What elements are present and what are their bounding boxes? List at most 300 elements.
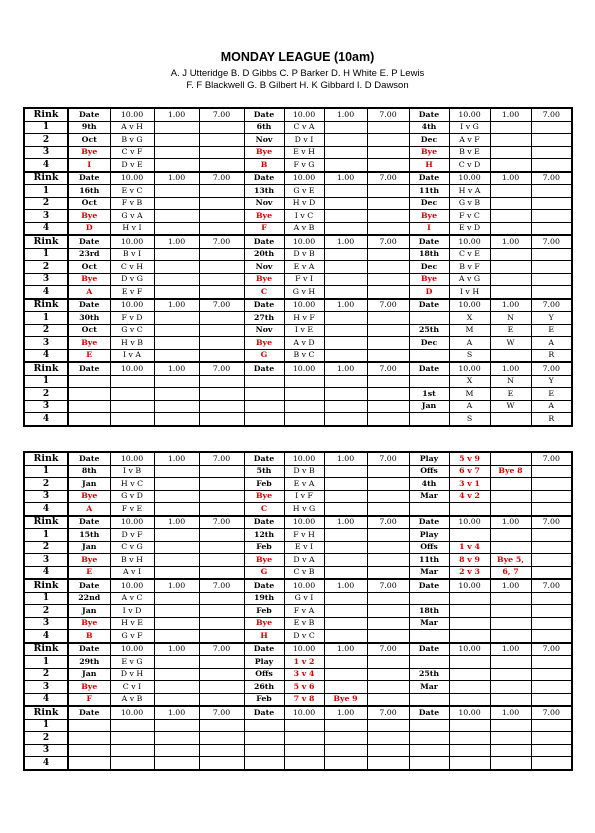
schedule-cell: 4th [409,478,449,491]
schedule-cell: C [244,503,284,516]
header-cell: Date [244,452,284,465]
schedule-cell: G [244,349,284,362]
schedule-cell: Bye [409,146,449,159]
schedule-cell [531,210,572,223]
schedule-cell [154,478,199,491]
schedule-cell [409,592,449,605]
schedule-cell: I v H [449,286,490,299]
schedule-cell: E [531,388,572,401]
schedule-cell: Bye [68,146,110,159]
schedule-cell [449,732,490,745]
schedule-cell: I v A [110,349,154,362]
schedule-cell [199,159,244,172]
schedule-cell [531,273,572,286]
header-cell: Rink [24,108,68,121]
rink-number: 4 [24,413,68,426]
header-cell: Date [68,235,110,248]
schedule-cell [490,592,531,605]
schedule-cell: H [244,630,284,643]
schedule-cell [199,121,244,134]
schedule-cell: E v D [449,222,490,235]
schedule-cell [154,197,199,210]
schedule-cell [154,185,199,198]
schedule-cell [199,413,244,426]
schedule-cell [199,529,244,542]
schedule-cell [154,656,199,669]
schedule-cell [324,134,367,147]
schedule-cell: A v G [449,273,490,286]
schedule-cell: Dec [409,134,449,147]
schedule-cell [367,592,409,605]
rink-number: 3 [24,681,68,694]
schedule-cell [324,490,367,503]
schedule-cell [324,465,367,478]
schedule-cell: 6th [244,121,284,134]
header-cell: Date [244,299,284,312]
rink-number: 4 [24,349,68,362]
schedule-cell [324,656,367,669]
schedule-cell: Jan [68,541,110,554]
schedule-cell: A v B [284,222,324,235]
schedule-cell [490,656,531,669]
schedule-cell: X [449,375,490,388]
rink-number: 1 [24,185,68,198]
schedule-cell [110,400,154,413]
header-cell: 1.00 [154,108,199,121]
schedule-cell [490,478,531,491]
rink-number: 4 [24,693,68,706]
schedule-cell: W [490,337,531,350]
schedule-cell: C v I [110,681,154,694]
schedule-cell: 23rd [68,248,110,261]
schedule-cell: 2 v 3 [449,566,490,579]
schedule-cell [409,656,449,669]
schedule-cell [154,159,199,172]
schedule-cell [324,719,367,732]
schedule-cell: F v B [110,197,154,210]
schedule-cell [154,719,199,732]
schedule-cell: Bye [68,554,110,567]
schedule-cell [367,503,409,516]
schedule-cell [110,413,154,426]
schedule-cell: 1 v 2 [284,656,324,669]
schedule-cell: 18th [409,248,449,261]
schedule-cell [324,413,367,426]
header-cell: 7.00 [531,579,572,592]
schedule-cell [490,719,531,732]
schedule-cell: A [531,337,572,350]
schedule-cell [367,668,409,681]
schedule-cell: A v F [449,134,490,147]
schedule-cell: E v G [110,656,154,669]
schedule-cell [367,566,409,579]
schedule-cell [449,605,490,618]
header-cell: 1.00 [154,706,199,719]
rink-number: 4 [24,630,68,643]
schedule-cell: 3 v 1 [449,478,490,491]
schedule-cell [324,159,367,172]
schedule-cell: F v H [284,529,324,542]
schedule-cell: D v C [284,630,324,643]
header-cell: 10.00 [110,643,154,656]
schedule-cell [490,286,531,299]
schedule-cell [284,732,324,745]
rink-number: 3 [24,617,68,630]
schedule-cell [199,388,244,401]
rink-number: 4 [24,159,68,172]
schedule-cell [199,134,244,147]
header-cell: Rink [24,172,68,185]
schedule-cell: R [531,413,572,426]
header-cell: Date [244,516,284,529]
header-cell: 10.00 [449,108,490,121]
header-cell: 10.00 [284,579,324,592]
schedule-cell [154,605,199,618]
rink-number: 4 [24,222,68,235]
schedule-cell [531,261,572,274]
schedule-cell: G v D [110,490,154,503]
rink-number: 1 [24,248,68,261]
schedule-cell [367,744,409,757]
schedule-cell [367,286,409,299]
header-cell: 1.00 [324,235,367,248]
schedule-cell [154,337,199,350]
schedule-cell [367,757,409,770]
header-cell: Date [68,452,110,465]
rink-number: 3 [24,490,68,503]
schedule-cell [531,744,572,757]
schedule-cell: I v B [110,465,154,478]
header-cell: 1.00 [154,172,199,185]
schedule-cell [324,261,367,274]
schedule-cell: Mar [409,681,449,694]
header-cell: 10.00 [110,108,154,121]
schedule-cell [449,693,490,706]
schedule-cell: G v B [449,197,490,210]
schedule-cell: E v I [284,541,324,554]
header-cell: 1.00 [324,452,367,465]
schedule-cell: Bye 8 [490,465,531,478]
schedule-cell [324,337,367,350]
header-cell: Date [244,362,284,375]
header-cell: 7.00 [531,516,572,529]
schedule-cell: Bye [244,273,284,286]
schedule-cell [324,248,367,261]
schedule-cell: B v C [284,349,324,362]
schedule-cell [154,732,199,745]
schedule-cell: Oct [68,197,110,210]
header-cell: 1.00 [324,299,367,312]
schedule-cell [367,554,409,567]
schedule-cell: B [244,159,284,172]
header-cell: 10.00 [110,516,154,529]
schedule-cell [199,146,244,159]
schedule-cell [367,375,409,388]
schedule-cell [284,744,324,757]
schedule-cell: C v E [449,248,490,261]
schedule-cell [367,529,409,542]
schedule-cell [154,592,199,605]
schedule-cell [531,121,572,134]
schedule-cell [531,693,572,706]
schedule-cell: C v H [110,261,154,274]
schedule-cell: E [531,324,572,337]
schedule-cell: Dec [409,197,449,210]
schedule-cell [367,490,409,503]
schedule-cell [324,668,367,681]
header-cell: 1.00 [154,643,199,656]
schedule-cell: C v A [284,121,324,134]
schedule-cell: A v B [110,693,154,706]
schedule-cell [154,744,199,757]
schedule-cell [324,375,367,388]
schedule-cell: A [449,400,490,413]
rink-number: 4 [24,503,68,516]
schedule-cell [244,388,284,401]
schedule-cell: C [244,286,284,299]
schedule-cell [154,324,199,337]
schedule-cell [110,744,154,757]
header-cell: 1.00 [324,516,367,529]
schedule-cell: A [68,286,110,299]
schedule-cell: 1 v 4 [449,541,490,554]
schedule-cell [531,222,572,235]
schedule-cell [199,349,244,362]
header-cell: Rink [24,579,68,592]
schedule-cell: Offs [409,465,449,478]
header-cell: 1.00 [490,516,531,529]
schedule-cell [367,605,409,618]
schedule-cell [490,197,531,210]
schedule-cell [199,210,244,223]
header-cell: Date [244,108,284,121]
schedule-cell: H v A [449,185,490,198]
schedule-table-1 [23,107,573,427]
schedule-cell: Bye [68,490,110,503]
header-cell: Date [244,172,284,185]
schedule-cell: F v C [449,210,490,223]
schedule-cell: H v C [110,478,154,491]
header-cell: 10.00 [110,172,154,185]
rink-number: 3 [24,554,68,567]
schedule-cell: 18th [409,605,449,618]
header-cell: 7.00 [199,643,244,656]
schedule-cell: D v A [284,554,324,567]
rink-number: 1 [24,656,68,669]
schedule-cell [324,286,367,299]
schedule-cell [490,757,531,770]
schedule-cell [284,757,324,770]
schedule-cell [367,719,409,732]
schedule-cell [531,159,572,172]
schedule-cell: X [449,312,490,325]
rink-number: 4 [24,286,68,299]
schedule-cell: G [244,566,284,579]
schedule-cell [409,744,449,757]
schedule-cell [324,744,367,757]
header-cell: 7.00 [531,643,572,656]
schedule-cell [324,630,367,643]
header-cell: 7.00 [199,172,244,185]
schedule-cell [531,134,572,147]
rink-number: 2 [24,261,68,274]
schedule-cell: Nov [244,324,284,337]
schedule-cell [324,222,367,235]
schedule-cell: Y [531,375,572,388]
schedule-cell [531,630,572,643]
schedule-cell [199,197,244,210]
schedule-cell [324,146,367,159]
header-cell: 7.00 [531,172,572,185]
header-cell: 7.00 [367,172,409,185]
schedule-cell [284,413,324,426]
schedule-cell [531,478,572,491]
header-cell: 10.00 [449,706,490,719]
schedule-cell [531,541,572,554]
header-cell: 1.00 [490,172,531,185]
schedule-cell: 4th [409,121,449,134]
header-cell: 1.00 [154,362,199,375]
schedule-cell [199,478,244,491]
schedule-cell: Jan [68,668,110,681]
schedule-cell [199,630,244,643]
header-cell: Date [409,516,449,529]
schedule-cell [531,490,572,503]
schedule-cell [199,286,244,299]
schedule-cell [490,617,531,630]
schedule-cell [154,503,199,516]
schedule-cell: I [409,222,449,235]
schedule-cell: H v E [110,617,154,630]
schedule-cell: A v D [284,337,324,350]
header-cell: 1.00 [490,108,531,121]
schedule-cell [531,554,572,567]
schedule-cell: Offs [409,541,449,554]
header-cell: 1.00 [154,299,199,312]
schedule-cell: E v B [284,617,324,630]
header-cell: 1.00 [490,362,531,375]
schedule-cell [324,197,367,210]
schedule-cell [244,413,284,426]
schedule-cell [324,349,367,362]
schedule-cell: D v H [110,668,154,681]
header-cell: 1.00 [154,579,199,592]
schedule-cell [154,630,199,643]
rink-number: 2 [24,541,68,554]
schedule-cell [244,719,284,732]
schedule-cell: A [68,503,110,516]
header-cell: 7.00 [199,579,244,592]
schedule-cell [154,248,199,261]
schedule-cell: Jan [409,400,449,413]
schedule-cell [367,324,409,337]
schedule-cell: 7 v 8 [284,693,324,706]
schedule-cell [199,222,244,235]
schedule-cell [154,668,199,681]
schedule-cell [490,134,531,147]
schedule-cell: G v F [110,630,154,643]
schedule-table-2 [23,451,573,771]
header-cell: 10.00 [110,299,154,312]
schedule-cell: 4 v 2 [449,490,490,503]
schedule-cell: C v B [284,566,324,579]
header-cell: 1.00 [154,452,199,465]
header-cell: 7.00 [199,706,244,719]
schedule-cell [367,312,409,325]
header-cell: 10.00 [449,643,490,656]
schedule-cell [367,400,409,413]
schedule-cell [490,605,531,618]
header-cell: 7.00 [199,235,244,248]
schedule-cell: B v I [110,248,154,261]
header-cell: 7.00 [367,579,409,592]
header-cell: 1.00 [324,362,367,375]
schedule-cell [199,566,244,579]
schedule-cell [490,248,531,261]
header-cell: Date [409,235,449,248]
schedule-cell [154,312,199,325]
header-cell: Date [68,706,110,719]
schedule-cell [409,413,449,426]
header-cell: 1.00 [324,643,367,656]
schedule-cell: F [244,222,284,235]
page-title: MONDAY LEAGUE (10am) [220,50,375,64]
schedule-cell [110,732,154,745]
rink-number: 1 [24,312,68,325]
schedule-cell [68,375,110,388]
schedule-cell: Y [531,312,572,325]
schedule-cell: Mar [409,617,449,630]
schedule-cell [68,719,110,732]
schedule-cell [324,554,367,567]
schedule-cell [154,134,199,147]
schedule-cell [449,668,490,681]
rink-number: 2 [24,197,68,210]
schedule-cell: D [409,286,449,299]
schedule-cell [531,185,572,198]
header-cell [490,452,531,465]
schedule-cell: 12th [244,529,284,542]
rink-number: 2 [24,478,68,491]
schedule-cell [199,693,244,706]
schedule-cell [68,757,110,770]
schedule-cell: I v E [284,324,324,337]
schedule-cell: Oct [68,261,110,274]
schedule-cell [449,656,490,669]
schedule-cell [154,617,199,630]
header-cell: Rink [24,706,68,719]
schedule-cell: Bye [244,490,284,503]
schedule-cell [199,732,244,745]
schedule-cell [490,185,531,198]
schedule-cell: H v F [284,312,324,325]
schedule-cell [154,261,199,274]
schedule-cell [199,465,244,478]
header-cell: Date [409,299,449,312]
schedule-cell [449,757,490,770]
schedule-cell: G v A [110,210,154,223]
schedule-cell [490,681,531,694]
schedule-cell [490,668,531,681]
rink-number: 1 [24,529,68,542]
rink-number: 2 [24,668,68,681]
rink-number: 3 [24,210,68,223]
schedule-cell [154,388,199,401]
schedule-cell: E [68,566,110,579]
header-cell: 1.00 [154,235,199,248]
schedule-cell: 29th [68,656,110,669]
schedule-cell [199,757,244,770]
